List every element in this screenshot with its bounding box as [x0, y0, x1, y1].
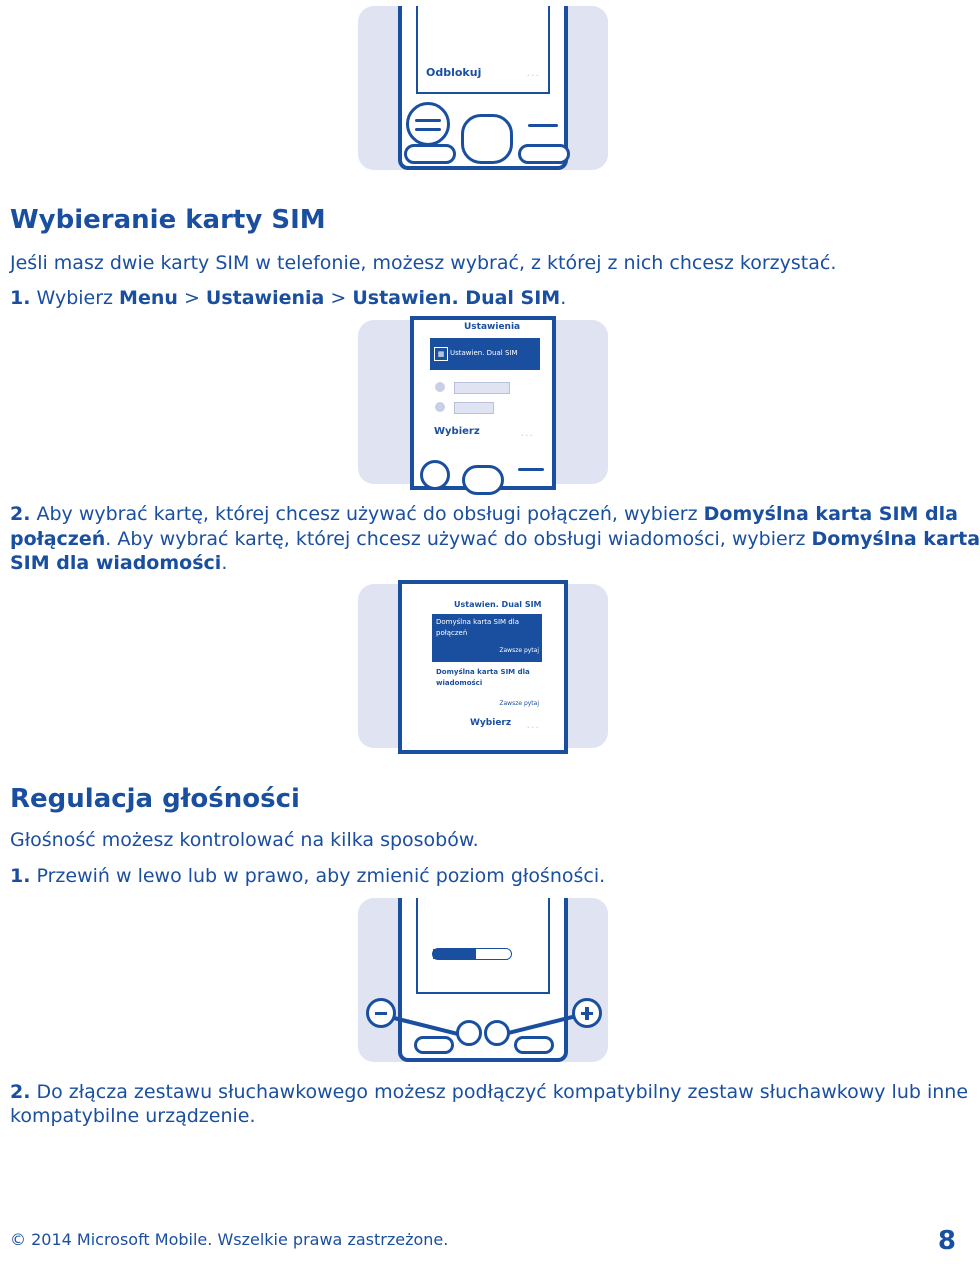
illustration-volume-control [358, 898, 608, 1062]
plus-icon-vertical [585, 1007, 589, 1020]
item-messages-label-2: wiadomości [436, 679, 483, 687]
separator: > [324, 287, 353, 309]
footer-copyright: © 2014 Microsoft Mobile. Wszelkie prawa zastrzeżone. [10, 1230, 449, 1249]
phone-screen [430, 320, 540, 440]
end-key [514, 1036, 554, 1054]
minus-icon [375, 1012, 387, 1015]
page-number: 8 [937, 1226, 956, 1256]
volume-down-circle [366, 998, 396, 1028]
screen-header: Ustawien. Dual SIM [454, 600, 542, 609]
nav-right-highlight [484, 1020, 510, 1046]
radio-option-2 [435, 402, 445, 412]
item-messages-label: Domyślna karta SIM dla [436, 668, 530, 676]
volume-up-circle [572, 998, 602, 1028]
option-calls-label: Domyślna karta SIM dla [703, 503, 958, 525]
phone-screen [416, 6, 550, 94]
item-messages-value: Zawsze pytaj [499, 700, 539, 707]
option-messages-label: Domyślna karta [811, 528, 980, 550]
step-text: Do złącza zestawu słuchawkowego możesz podłączyć kompatybilny zestaw słuchawkowy lub inne [30, 1081, 969, 1103]
step-number: 2. [10, 503, 31, 525]
step-text: Wybierz [30, 287, 120, 309]
nav-key [462, 465, 504, 495]
nav-key [461, 114, 513, 164]
nav-left-highlight [456, 1020, 482, 1046]
step-2-volume-line-2: kompatybilne urządzenie. [10, 1105, 256, 1127]
phone-body [398, 580, 568, 754]
phone-screen [416, 898, 550, 994]
section-intro-sim: Jeśli masz dwie karty SIM w telefonie, możesz wybrać, z której z nich chcesz korzystać. [10, 252, 837, 274]
step-2-sim-line-3 [10, 551, 227, 575]
radio-option-1 [435, 382, 445, 392]
sim-icon: ▦ [434, 347, 448, 361]
dual-sim-label: Ustawien. Dual SIM [352, 287, 561, 309]
left-softkey-icon [415, 119, 441, 122]
softkey-right-dots: ... [526, 718, 540, 731]
step-text: Aby wybrać kartę, której chcesz używać do obsługi połączeń, wybierz [30, 503, 704, 525]
step-1-volume [10, 864, 605, 888]
volume-bar-fill [433, 949, 476, 959]
highlight-left-softkey-circle [420, 460, 450, 490]
step-text: . Aby wybrać kartę, której chcesz używać do obsługi wiadomości, wybierz [105, 528, 812, 550]
right-softkey-icon [528, 124, 558, 127]
item-calls-label-2: połączeń [436, 629, 468, 637]
call-key [414, 1036, 454, 1054]
step-text: Przewiń w lewo lub w prawo, aby zmienić poziom głośności. [30, 865, 606, 887]
step-2-sim-line-1 [10, 502, 958, 526]
left-softkey-icon-2 [415, 128, 441, 131]
option-calls-label-end: połączeń [10, 528, 106, 550]
step-number: 1. [10, 865, 31, 887]
menu-label: Menu [119, 287, 178, 309]
illustration-unlock-keys [358, 6, 608, 170]
highlight-left-softkey-circle [406, 102, 450, 146]
option-messages-label-end: SIM dla wiadomości [10, 552, 222, 574]
selected-list-item-calls [432, 614, 542, 662]
step-number: 1. [10, 287, 31, 309]
end-key [518, 144, 570, 164]
settings-label: Ustawienia [205, 287, 325, 309]
step-1-sim [10, 286, 566, 310]
softkey-left-label: Wybierz [434, 426, 480, 437]
softkey-right-dots: ... [526, 66, 540, 79]
softkey-center-label: Wybierz [470, 718, 512, 728]
step-number: 2. [10, 1081, 31, 1103]
illustration-settings-menu [358, 320, 608, 484]
period: . [560, 287, 567, 309]
illustration-dual-sim-settings [358, 584, 608, 748]
selected-menu-item [430, 338, 540, 370]
radio-option-2-box [454, 402, 494, 414]
selected-item-label: Ustawien. Dual SIM [450, 349, 518, 357]
phone-screen [432, 598, 542, 734]
radio-option-1-box [454, 382, 510, 394]
item-calls-value: Zawsze pytaj [499, 647, 539, 654]
section-heading-sim: Wybieranie karty SIM [10, 205, 326, 235]
step-2-sim-line-2 [10, 527, 980, 551]
item-calls-label: Domyślna karta SIM dla [436, 618, 519, 626]
section-heading-volume: Regulacja głośności [10, 784, 300, 814]
softkey-left-label: Odblokuj [426, 66, 482, 79]
volume-bar[interactable] [432, 948, 512, 960]
separator: > [177, 287, 206, 309]
step-2-volume-line-1 [10, 1080, 968, 1104]
screen-header: Ustawienia [464, 322, 521, 332]
softkey-right-dots: ... [520, 426, 534, 439]
period: . [221, 552, 228, 574]
right-softkey-icon [518, 468, 544, 471]
call-key [404, 144, 456, 164]
section-intro-volume: Głośność możesz kontrolować na kilka sposobów. [10, 829, 479, 851]
